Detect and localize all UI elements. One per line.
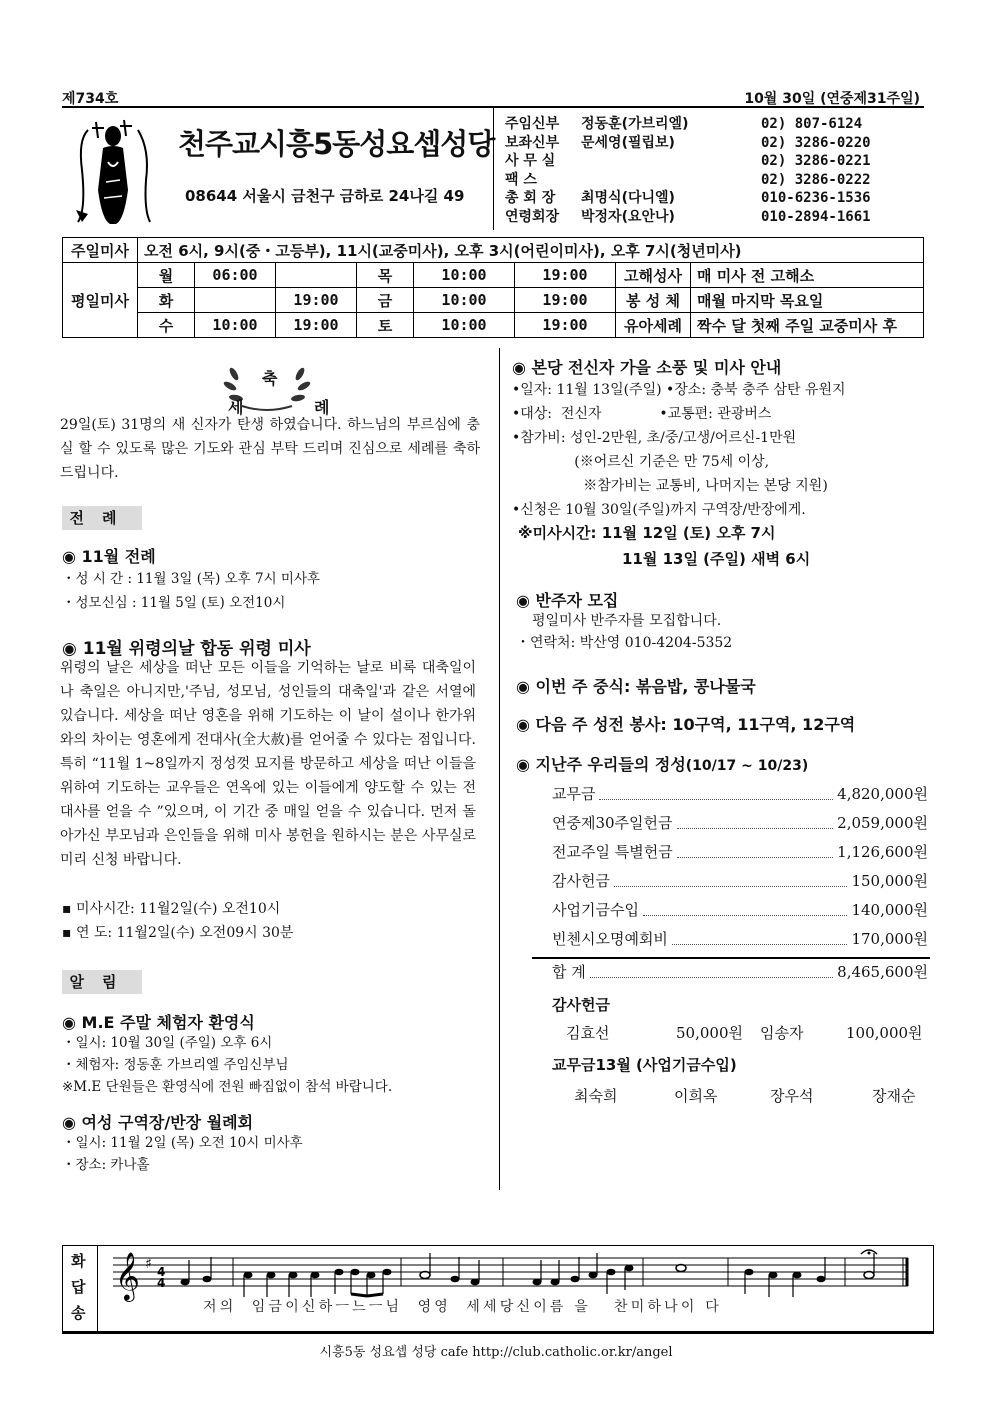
liturgy-badge: 전례 — [62, 506, 142, 530]
day-cell: 월 — [138, 263, 195, 288]
svg-text:♯: ♯ — [145, 1256, 152, 1272]
me-weekend-title: ◉ M.E 주말 체험자 환영식 — [62, 1013, 255, 1032]
picnic-line: •일자: 11월 13일(주일) •장소: 충북 충주 삼탄 유원지 — [512, 382, 846, 398]
picnic-line: (※어르신 기준은 만 75세 이상, — [512, 454, 770, 470]
table-row — [63, 238, 924, 263]
responsorial-psalm-box — [62, 1245, 934, 1334]
staff-row: 팩 스 02) 3286-0222 — [505, 171, 871, 188]
picnic-mass-time: ※미사시간: 11월 12일 (토) 오후 7시 — [518, 524, 776, 542]
picnic-line: •대상: 전신자 •교통편: 관광버스 — [512, 406, 772, 422]
sacrament-label: 유아세례 — [616, 313, 691, 338]
sacrament-label: 고해성사 — [616, 263, 691, 288]
psalm-label: 송 — [71, 1304, 86, 1322]
november-liturgy-title: ◉ 11월 전례 — [62, 547, 156, 566]
memorial-mass-title: ◉ 11월 위령의날 합동 위령 미사 — [62, 639, 311, 659]
thanks-donor-amount: 100,000원 — [846, 1024, 923, 1042]
time-cell: 19:00 — [515, 288, 616, 313]
me-weekend-item: ・체험자: 정동훈 가브리엘 주임신부님 — [62, 1057, 289, 1073]
accompanist-line: 평일미사 반주자를 모집합니다. — [532, 613, 722, 629]
picnic-line: •신청은 10월 30일(주일)까지 구역장/반장에게. — [512, 502, 806, 518]
table-row — [63, 288, 924, 313]
day-cell: 토 — [357, 313, 414, 338]
memorial-mass-text: 위령의 날은 세상을 떠난 모든 이들을 기억하는 날로 비록 대축일이나 축일은 아니지만,'주님, 성모님, 성인들의 대축일'과 같은 서열에 있습니다. 세상을 떠난 영혼을 위해 기도하는 이 날이 설이나 한가위와의 차이는 영혼에게 전대사(全大赦)를 얻어줄 수 있다는 점입니다. 특히 “11월 1~8일까지 정성껏 묘지를 방문하고 세상을 떠난 이들을 위하여 기도하는 교우들은 연옥에 있는 이들에게 양도할 수 있는 전대사를 얻을 수 ”있으며, 이 기간 중 매일 얻을 수 있습니다. 먼저 돌아가신 부모님과 은인들을 위해 미사 봉헌을 원하시는 분은 사무실로 미리 신청 바랍니다. — [60, 660, 476, 868]
offerings-title: ◉ 지난주 우리들의 정성 — [516, 755, 686, 774]
women-leaders-title: ◉ 여성 구역장/반장 월례회 — [62, 1113, 254, 1132]
women-leaders-item: ・장소: 카나홀 — [62, 1157, 150, 1173]
column-divider — [499, 348, 500, 1190]
baptism-title-top: 축 — [262, 369, 278, 388]
memorial-mass-time: ▪ 미사시간: 11월2일(수) 오전10시 — [62, 901, 281, 917]
day-cell: 금 — [357, 288, 414, 313]
women-leaders-item: ・일시: 11월 2일 (목) 오전 10시 미사후 — [62, 1135, 303, 1151]
accompanist-contact: ・연락처: 박산영 010-4204-5352 — [516, 635, 733, 651]
list-item: 빈첸시오명예회비 170,000원 — [552, 925, 928, 954]
time-cell: 19:00 — [276, 313, 357, 338]
thanks-offering-title: 감사헌금 — [552, 996, 610, 1014]
dues-donor-name: 장재순 — [872, 1087, 916, 1105]
svg-text:4: 4 — [157, 1265, 166, 1279]
svg-text:𝄞: 𝄞 — [115, 1251, 140, 1300]
accompanist-title: ◉ 반주자 모집 — [516, 591, 619, 610]
november-liturgy-item: ・성 시 간 : 11월 3일 (목) 오후 7시 미사후 — [62, 571, 321, 587]
psalm-label-divider — [97, 1246, 98, 1331]
notices-badge: 알림 — [62, 970, 142, 994]
staff-row: 사 무 실 02) 3286-0221 — [505, 153, 871, 169]
time-cell — [195, 288, 276, 313]
day-cell: 목 — [357, 263, 414, 288]
dues-donor-name: 이희옥 — [674, 1087, 718, 1105]
list-item: 합 계 8,465,600원 — [552, 958, 928, 987]
thanks-donor-name: 임송자 — [760, 1024, 804, 1042]
time-cell: 10:00 — [195, 313, 276, 338]
baptism-text: 29일(토) 31명의 새 신자가 탄생 하였습니다. 하느님의 부르심에 충실 할 수 있도록 많은 기도와 관심 부탁 드리며 진심으로 세례를 축하드립니다. — [60, 417, 480, 481]
picnic-line: •참가비: 성인-2만원, 초/중/고생/어르신-1만원 — [512, 430, 797, 446]
time-cell: 19:00 — [515, 263, 616, 288]
header-divider — [493, 108, 494, 230]
list-item: 전교주일 특별헌금 1,126,600원 — [552, 838, 928, 867]
sunday-label: 주일미사 — [63, 238, 138, 263]
list-item: 교무금 4,820,000원 — [552, 780, 928, 809]
list-item: 사업기금수입 140,000원 — [552, 896, 928, 925]
sacrament-label: 봉 성 체 — [616, 288, 691, 313]
time-cell: 10:00 — [414, 263, 515, 288]
staff-row: 총 회 장 최명식(다니엘) 010-6236-1536 — [505, 190, 871, 206]
lunch-menu: ◉ 이번 주 중식: 볶음밥, 콩나물국 — [516, 677, 756, 696]
table-row — [63, 313, 924, 338]
memorial-prayer-time: ▪ 연 도: 11월2일(수) 오전09시 30분 — [62, 925, 294, 941]
sunday-times: 오전 6시, 9시(중・고등부), 11시(교중미사), 오후 3시(어린이미사), 오후 7시(청년미사) — [138, 238, 924, 263]
staff-directory — [505, 115, 925, 226]
offerings-period: (10/17 ~ 10/23) — [685, 758, 809, 774]
offerings-list — [552, 780, 928, 954]
dues-donor-name: 장우석 — [770, 1087, 814, 1105]
issue-number: 제734호 — [62, 91, 119, 107]
list-item: 감사헌금 150,000원 — [552, 867, 928, 896]
baptism-title-right: 례 — [314, 398, 330, 417]
issue-date: 10월 30일 (연중제31주일) — [744, 91, 920, 107]
psalm-label: 화 — [71, 1252, 86, 1270]
time-cell: 19:00 — [276, 288, 357, 313]
picnic-mass-time: 11월 13일 (주일) 새벽 6시 — [622, 550, 811, 568]
day-cell: 화 — [138, 288, 195, 313]
thanks-donor-amount: 50,000원 — [676, 1024, 743, 1042]
time-cell: 10:00 — [414, 313, 515, 338]
church-address: 08644 서울시 금천구 금하로 24나길 49 — [185, 187, 465, 205]
time-cell: 19:00 — [515, 313, 616, 338]
sacrament-value: 매 미사 전 고해소 — [691, 263, 924, 288]
november-liturgy-item: ・성모신심 : 11월 5일 (토) 오전10시 — [62, 595, 286, 611]
table-row — [63, 263, 924, 288]
offerings-header — [516, 752, 808, 775]
psalm-lyrics: 저의 임금이신하ㅡ느ㅡ님 영영 세세당신이름 을 찬미하나이 다 — [203, 1299, 722, 1315]
baptism-title-left: 세 — [228, 398, 244, 417]
mass-schedule-table — [62, 237, 924, 338]
me-weekend-item: ※M.E 단원들은 환영식에 전원 빠짐없이 참석 바랍니다. — [62, 1079, 393, 1095]
list-item: 연중제30주일헌금 2,059,000원 — [552, 809, 928, 838]
time-cell: 10:00 — [414, 288, 515, 313]
picnic-line: ※참가비는 교통비, 나머지는 본당 지원) — [512, 478, 828, 494]
psalm-label: 답 — [71, 1278, 86, 1296]
time-cell — [276, 263, 357, 288]
dues-title: 교무금13월 (사업기금수입) — [552, 1056, 737, 1074]
time-cell: 06:00 — [195, 263, 276, 288]
staff-row: 주임신부 정동훈(가브리엘) 02) 807-6124 — [505, 116, 863, 132]
thanks-donor-name: 김효선 — [566, 1024, 610, 1042]
staff-row: 보좌신부 문세영(필립보) 02) 3286-0220 — [505, 134, 871, 151]
me-weekend-item: ・일시: 10월 30일 (주일) 오후 6시 — [62, 1035, 273, 1051]
picnic-title: ◉ 본당 전신자 가을 소풍 및 미사 안내 — [512, 358, 782, 377]
day-cell: 수 — [138, 313, 195, 338]
sacrament-value: 매월 마지막 목요일 — [691, 288, 924, 313]
saint-joseph-logo-icon — [68, 110, 158, 228]
altar-service: ◉ 다음 주 성전 봉사: 10구역, 11구역, 12구역 — [516, 715, 856, 734]
staff-row: 연령회장 박정자(요안나) 010-2894-1661 — [505, 208, 871, 225]
dues-donor-name: 최숙희 — [574, 1087, 618, 1105]
offerings-total — [552, 958, 928, 987]
svg-text:4: 4 — [157, 1276, 166, 1290]
sacrament-value: 짝수 달 첫째 주일 교중미사 후 — [691, 313, 924, 338]
weekday-label: 평일미사 — [63, 263, 138, 338]
church-name: 천주교시흥5동성요셉성당 — [178, 127, 495, 161]
footer-cafe-link[interactable]: 시흥5동 성요셉 성당 cafe http://club.catholic.or.kr/angel — [319, 1345, 673, 1360]
